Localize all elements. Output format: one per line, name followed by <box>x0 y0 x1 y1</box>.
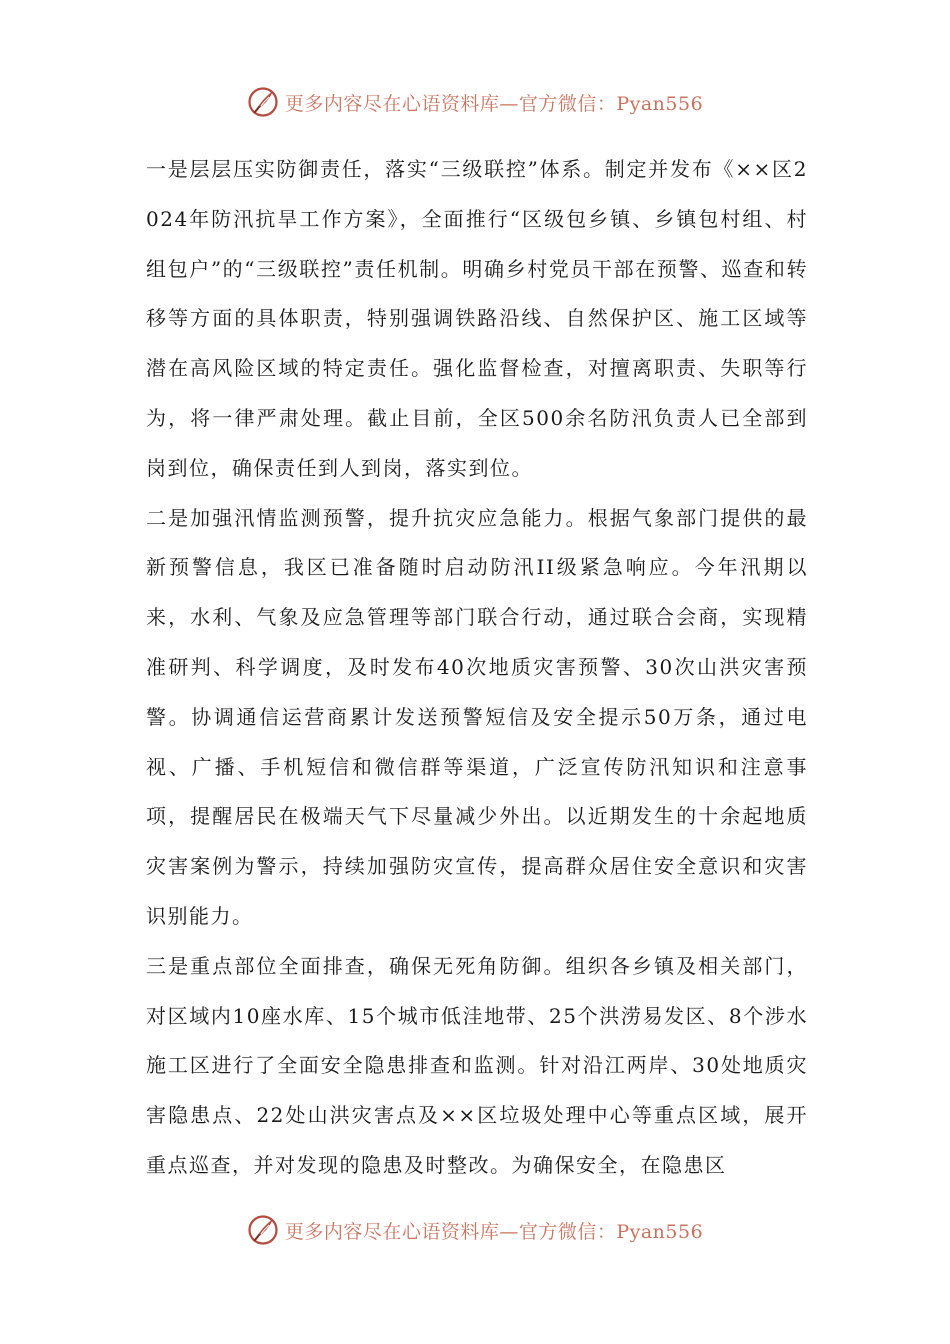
watermark-text: 更多内容尽在心语资料库—官方微信：Pyan556 <box>284 92 704 115</box>
paragraph-2: 二是加强汛情监测预警，提升抗灾应急能力。根据气象部门提供的最新预警信息，我区已准备随时启动防汛II级紧急响应。今年汛期以来，水利、气象及应急管理等部门联合行动，通过联合会商，实现精准研判、科学调度，及时发布40次地质灾害预警、30次山洪灾害预警。协调通信运营商累计发送预警短信及安全提示50万条，通过电视、广播、手机短信和微信群等渠道，广泛宣传防汛知识和注意事项，提醒居民在极端天气下尽量减少外出。以近期发生的十余起地质灾害案例为警示，持续加强防灾宣传，提高群众居住安全意识和灾害识别能力。 <box>146 505 808 928</box>
document-body <box>146 145 808 1191</box>
paragraph-3: 三是重点部位全面排查，确保无死角防御。组织各乡镇及相关部门，对区域内10座水库、15个城市低洼地带、25个洪涝易发区、8个涉水施工区进行了全面安全隐患排查和监测。针对沿江两岸、30处地质灾害隐患点、22处山洪灾害点及××区垃圾处理中心等重点区域，展开重点巡查，并对发现的隐患及时整改。为确保安全，在隐患区 <box>146 953 808 1177</box>
header-watermark <box>0 82 950 122</box>
quill-logo-icon <box>247 1214 279 1246</box>
paragraph-1: 一是层层压实防御责任，落实“三级联控”体系。制定并发布《××区2024年防汛抗旱工作方案》，全面推行“区级包乡镇、乡镇包村组、村组包户”的“三级联控”责任机制。明确乡村党员干部在预警、巡查和转移等方面的具体职责，特别强调铁路沿线、自然保护区、施工区域等潜在高风险区域的特定责任。强化监督检查，对擅离职责、失职等行为，将一律严肃处理。截止目前，全区500余名防汛负责人已全部到岗到位，确保责任到人到岗，落实到位。 <box>146 157 808 480</box>
watermark-text: 更多内容尽在心语资料库—官方微信：Pyan556 <box>284 1220 704 1243</box>
quill-logo-icon <box>247 86 279 118</box>
footer-watermark <box>0 1210 950 1250</box>
